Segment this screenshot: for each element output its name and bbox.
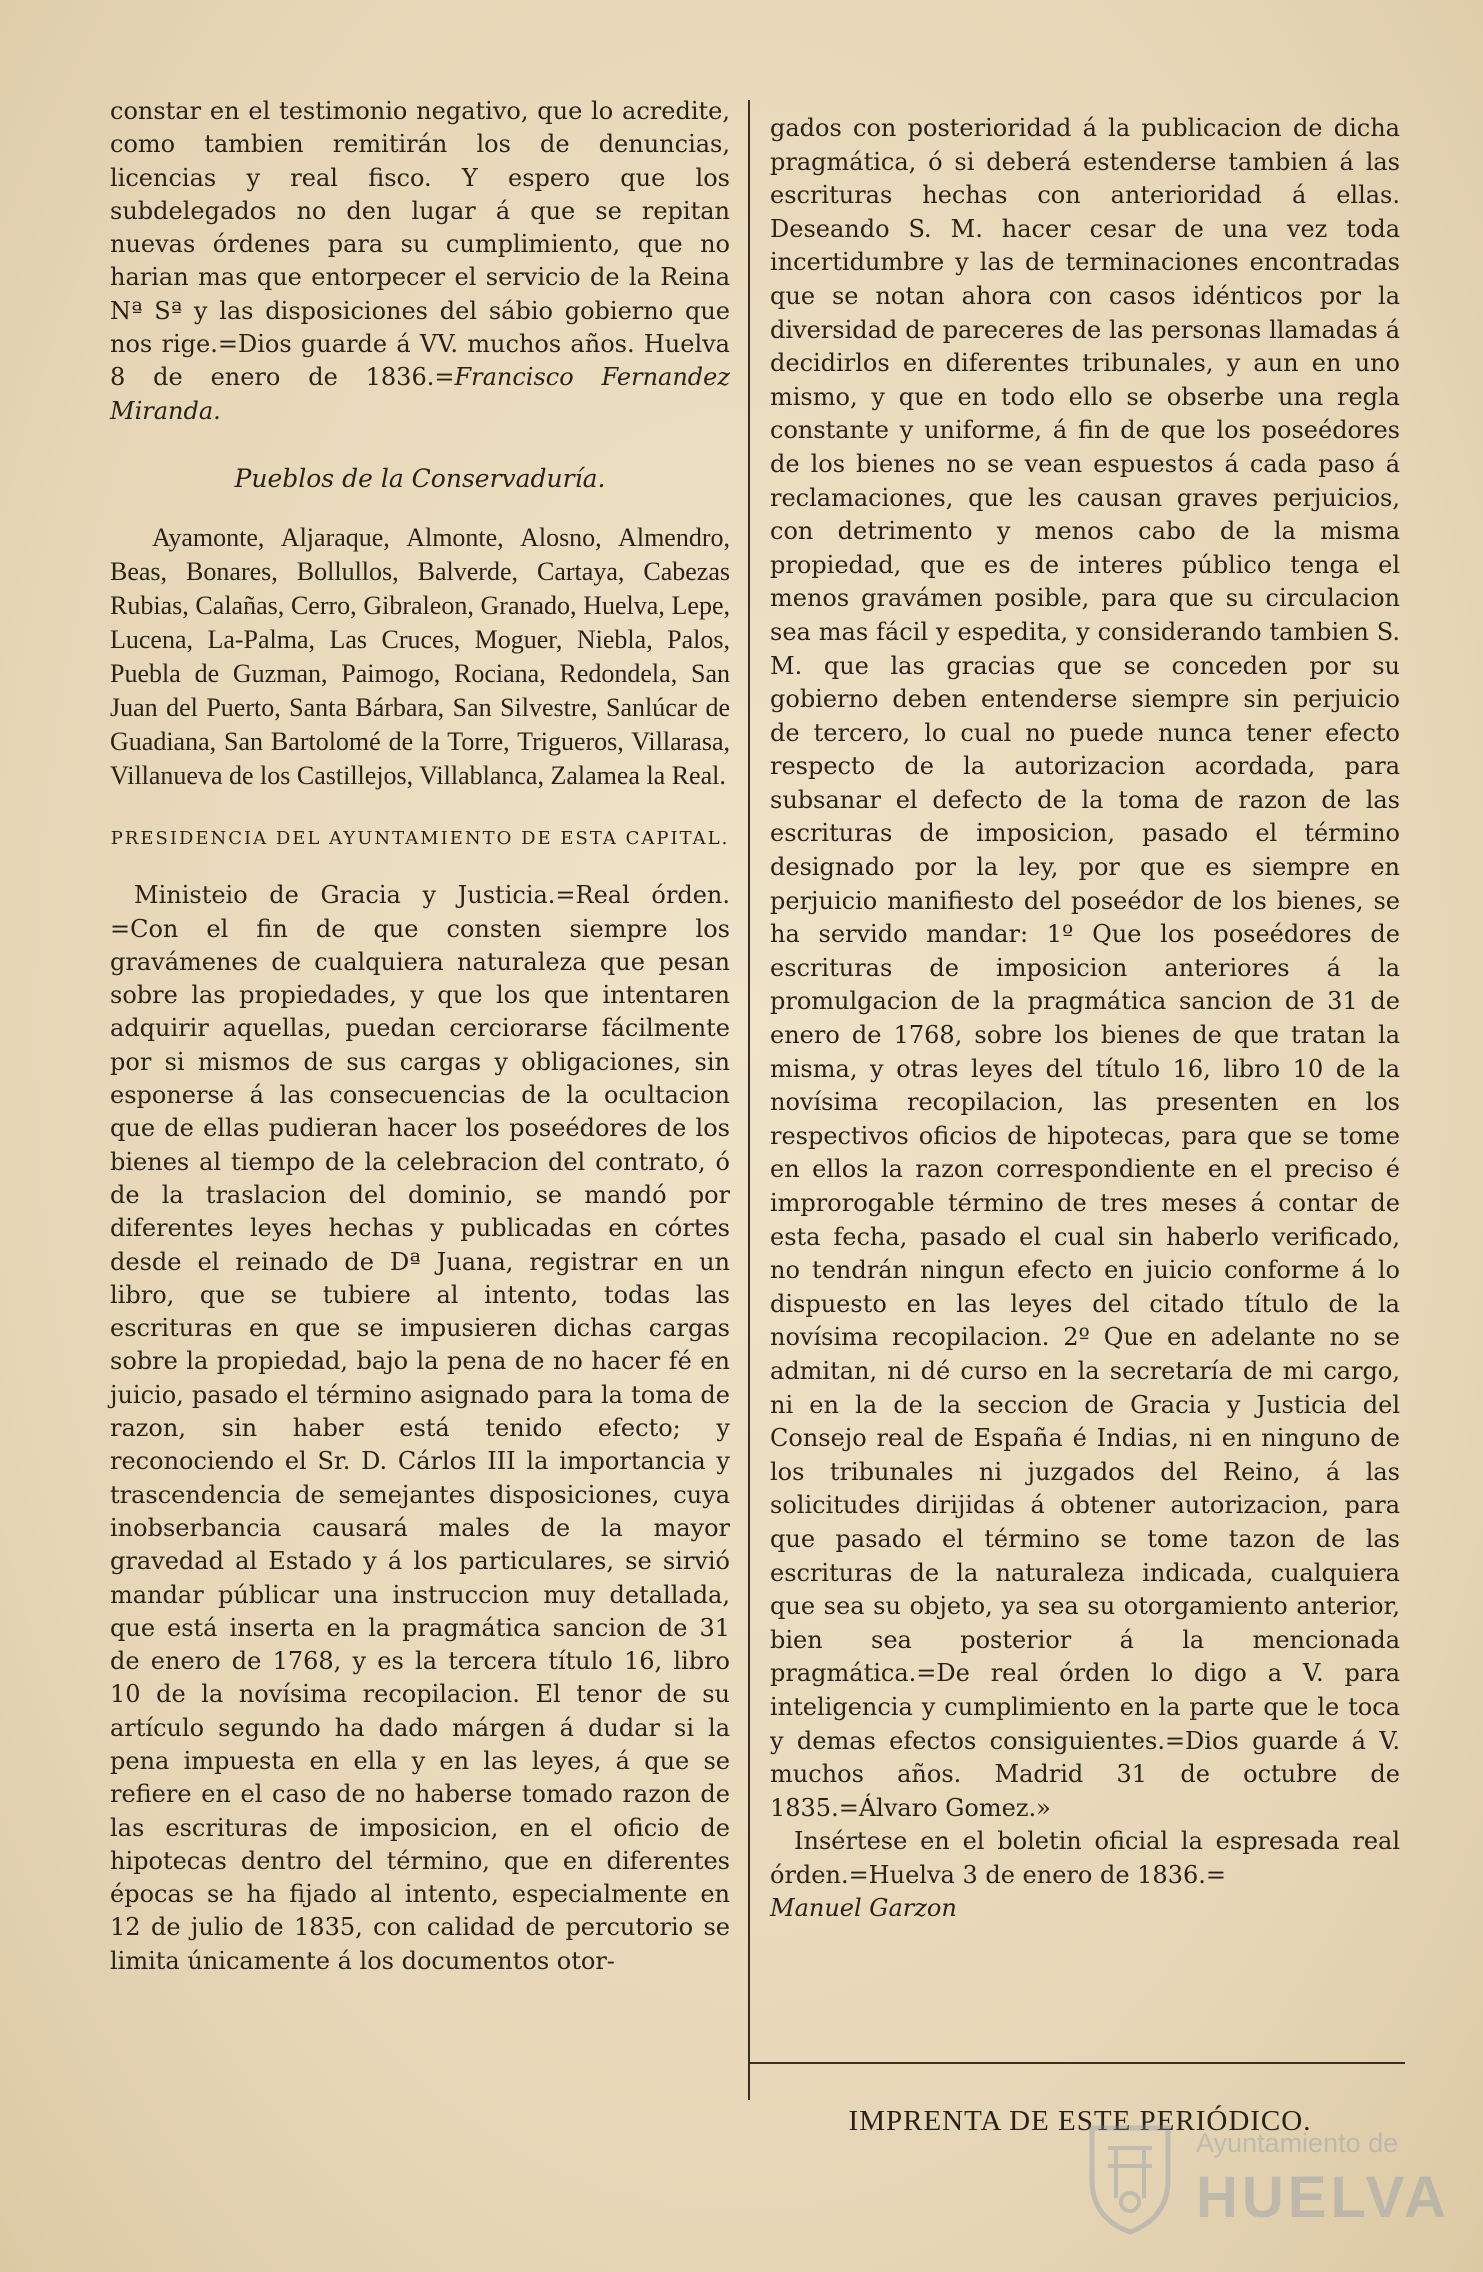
intro-signature: Francisco Fernandez Miranda. — [110, 363, 730, 425]
footer-rule — [750, 2062, 1405, 2064]
insert-signature: Manuel Garzon — [770, 1894, 957, 1923]
watermark-line2: HUELVA — [1196, 2165, 1450, 2230]
archive-watermark — [1086, 2118, 1450, 2238]
intro-text: constar en el testimonio negativo, que lo acredite, como tambien remitirán los de denuncias, licencias y real fisco. Y espero que los subdelegados no den lugar á que se repitan nuevas órdenes para su cumplimiento, que no harian mas que entorpecer el servicio de la Reina Nª Sª y las disposiciones del sábio gobierno que nos rige.=Dios guarde á VV. muchos años. Huelva 8 de enero de 1836.= — [110, 97, 730, 392]
insert-note — [770, 1825, 1400, 1926]
insert-note-text: Insértese en el boletin oficial la espresada real órden.=Huelva 3 de enero de 1836.= — [770, 1827, 1400, 1889]
towns-heading: Pueblos de la Conservaduría. — [234, 463, 606, 493]
presidency-heading: PRESIDENCIA DEL AYUNTAMIENTO DE ESTA CAPITAL. — [110, 828, 730, 850]
royal-order-text: Ministeio de Gracia y Justicia.=Real órden. =Con el fin de que consten siempre los gravámenes de cualquiera naturaleza que pesan sobre las propiedades, y que los que intentaren adquirir aquellas, puedan cerciorarse fácilmente por si mismos de sus cargas y obligaciones, sin esponerse á las consecuencias de la ocultacion que de ellas pudieran hacer los poseédores de los bienes al tiempo de la celebracion del contrato, ó de la traslacion del dominio, se mandó por diferentes leyes hechas y publicadas en córtes desde el reinado de Dª Juana, registrar en un libro, que se tubiere al intento, todas las escrituras en que se impusieren dichas cargas sobre la propiedad, bajo la pena de no hacer fé en juicio, pasado el término asignado para la toma de razon, sin haber está tenido efecto; y reconociendo el Sr. D. Cárlos III la importancia y trascendencia de semejantes disposiciones, cuya inobserbancia causará males de la mayor gravedad al Estado y á los particulares, se sirvió mandar públicar una instruccion muy detallada, que está inserta en la pragmática sancion de 31 de enero de 1768, y es la tercera título 16, libro 10 de la novísima recopilacion. El tenor de su artículo segundo ha dado márgen á dudar si la pena impuesta en ella y en las leyes, á que se refiere en el caso de no haberse tomado razon de las escrituras de imposicion, en el oficio de hipotecas dentro del término, que en diferentes épocas se ha fijado al intento, especialmente en 12 de julio de 1835, con calidad de percutorio se limita únicamente á los documentos otor- — [110, 881, 730, 1975]
watermark-line1: Ayuntamiento de — [1196, 2128, 1399, 2158]
left-column — [110, 95, 730, 1978]
shield-icon — [1086, 2118, 1174, 2236]
royal-order-continuation: gados con posterioridad á la publicacion de dicha pragmática, ó si deberá estenderse tambien á las escrituras hechas con anterioridad á ellas. Deseando S. M. hacer cesar de una vez toda incertidumbre y las de terminaciones encontradas que se notan ahora con casos idénticos por la diversidad de pareceres de las personas llamadas á decidirlos en diferentes tribunales, y aun en uno mismo, y que en todo ello se obserbe una regla constante y uniforme, á fin de que los poseédores de los bienes no se vean espuestos á cada paso á reclamaciones, que les causan graves perjuicios, con detrimento y menos cabo de la misma propiedad, que es de interes público tenga el menos gravámen posible, para que su circulacion sea mas fácil y espedita, y considerando tambien S. M. que las gracias que se conceden por su gobierno deben entenderse siempre sin perjuicio de tercero, lo cual no puede nunca tener efecto respecto de la autorizacion acordada, para subsanar el defecto de la toma de razon de las escrituras de imposicion, pasado el término designado por la ley, por que es siempre en perjuicio manifiesto del poseédor de los bienes, se ha servido mandar: 1º Que los poseédores de escrituras de imposicion anteriores á la promulgacion de la pragmática sancion de 31 de enero de 1768, sobre los bienes de que tratan la misma, y otras leyes del título 16, libro 10 de la novísima recopilacion, las presenten en los respectivos oficios de hipotecas, para que se tome en ellos la razon correspondiente en el preciso é improrogable término de tres meses á contar de esta fecha, pasado el cual sin haberlo verificado, no tendrán ningun efecto en juicio conforme á lo dispuesto en las leyes del citado título de la novísima recopilacion. 2º Que en adelante no se admitan, ni dé curso en la secretaría de mi cargo, ni en la de la seccion de Gracia y Justicia del Consejo real de España é Indias, ni en ninguno de los tribunales ni juzgados del Reino, á las solicitudes dirijidas á obtener autorizacion, para que pasado el término se tome tazon de las escrituras de la naturaleza indicada, cualquiera que sea su objeto, ya sea su otorgamiento anterior, bien sea posterior á la mencionada pragmática.=De real órden lo digo a V. para inteligencia y cumplimiento en la parte que le toca y demas efectos consiguientes.=Dios guarde á V. muchos años. Madrid 31 de octubre de 1835.=Álvaro Gomez.» — [770, 114, 1400, 1822]
intro-paragraph — [110, 95, 730, 428]
right-column — [770, 112, 1400, 1926]
imprint-line: IMPRENTA DE ESTE PERIÓDICO. — [848, 2105, 1312, 2137]
column-divider — [748, 100, 750, 2100]
towns-list: Ayamonte, Aljaraque, Almonte, Alosno, Almendro, Beas, Bonares, Bollullos, Balverde, Cartaya, Cabezas Rubias, Calañas, Cerro, Gibraleon, Granado, Huelva, Lepe, Lucena, La-Palma, Las Cruces, Moguer, Niebla, Palos, Puebla de Guzman, Paimogo, Rociana, Redondela, San Juan del Puerto, Santa Bárbara, San Silvestre, Sanlúcar de Guadiana, San Bartolomé de la Torre, Trigueros, Villarasa, Villanueva de los Castillejos, Villablanca, Zalamea la Real. — [110, 523, 730, 791]
